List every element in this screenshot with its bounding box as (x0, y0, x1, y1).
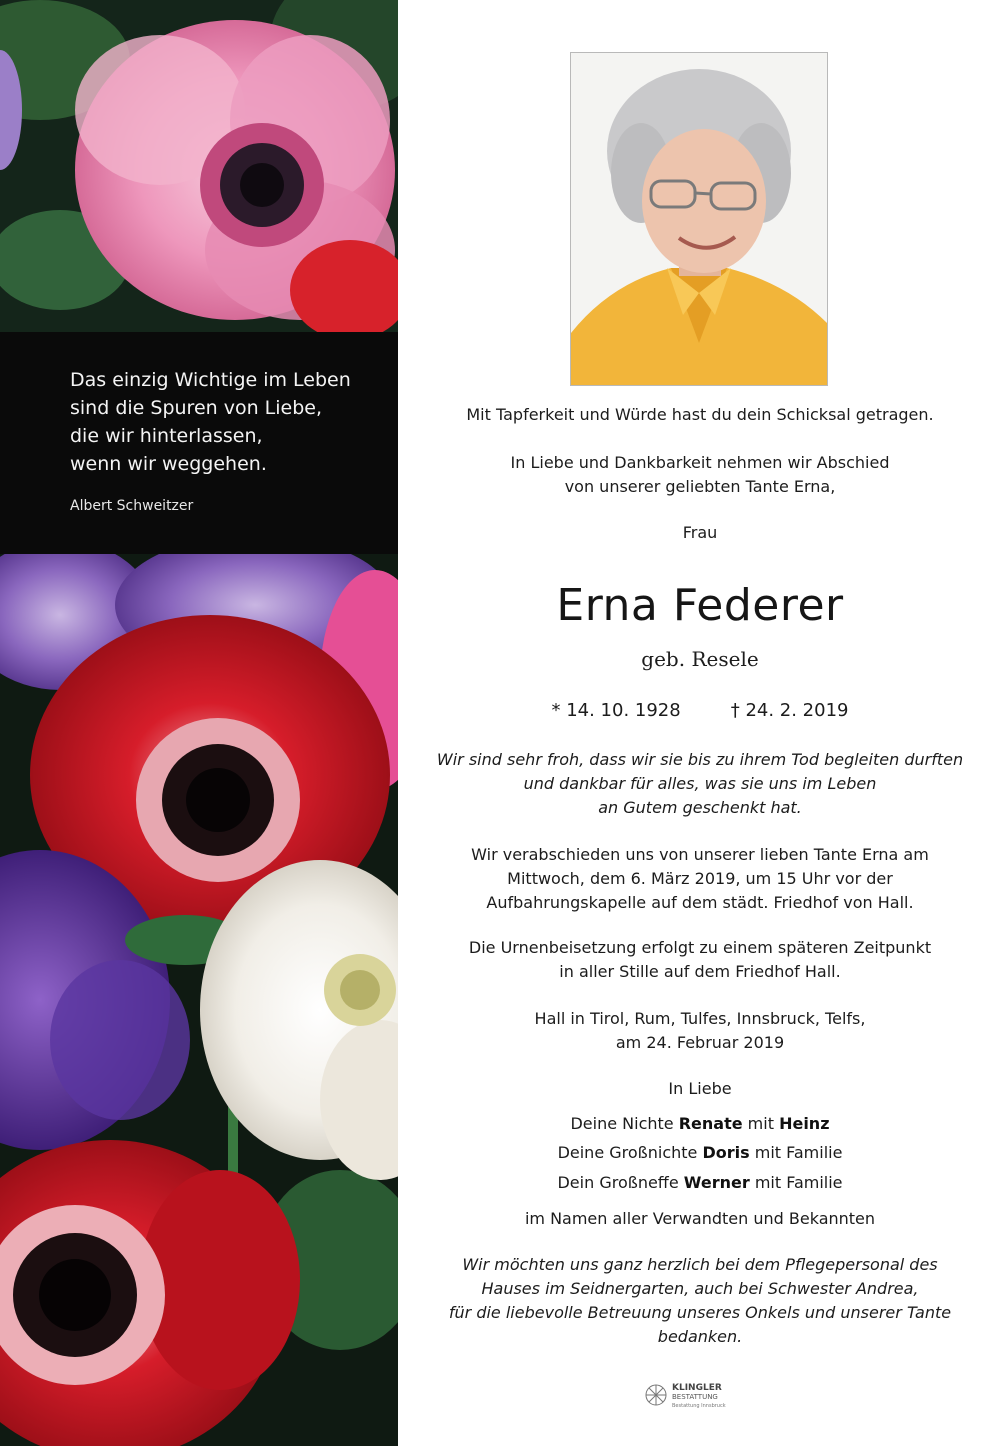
closing-line: für die liebevolle Betreuung unseres Onkels und unserer Tante (448, 1303, 952, 1322)
mourner-connector: mit (747, 1114, 774, 1133)
death-date: † 24. 2. 2019 (730, 700, 849, 721)
life-dates (400, 700, 1000, 721)
farewell-line: Aufbahrungskapelle auf dem städt. Friedhof von Hall. (486, 893, 914, 912)
quote-author: Albert Schweitzer (70, 498, 194, 514)
anemone-flowers-image (0, 0, 398, 1446)
intro-line: von unserer geliebten Tante Erna, (564, 477, 836, 496)
farewell-line: Wir verabschieden uns von unserer lieben Tante Erna am (471, 845, 929, 864)
intro-line: In Liebe und Dankbarkeit nehmen wir Abschied (510, 453, 890, 472)
mourner-connector: mit Familie (754, 1143, 843, 1162)
portrait-image (571, 53, 827, 385)
mourner-name: Renate (678, 1114, 743, 1133)
quote-line: Das einzig Wichtige im Leben (70, 369, 351, 391)
mourner-relation: Deine Nichte (570, 1114, 674, 1133)
mourner-line (400, 1114, 1000, 1133)
mourner-name: Doris (702, 1143, 750, 1162)
closing-line: Hauses im Seidnergarten, auch bei Schwester Andrea, (481, 1279, 919, 1298)
closing-line: bedanken. (657, 1327, 743, 1346)
thanks-line: Wir sind sehr froh, dass wir sie bis zu ihrem Tod begleiten durften (436, 750, 964, 769)
place-line: am 24. Februar 2019 (615, 1033, 785, 1052)
farewell-line: Mittwoch, dem 6. März 2019, um 15 Uhr vor der (507, 869, 893, 888)
relatives-line: im Namen aller Verwandten und Bekannten (524, 1209, 876, 1228)
klingler-logo-icon (642, 1378, 754, 1412)
intro-line: Mit Tapferkeit und Würde hast du dein Schicksal getragen. (466, 405, 934, 424)
birth-name: geb. Resele (641, 647, 759, 671)
mourner-relation: Deine Großnichte (557, 1143, 698, 1162)
mourner-connector: mit Familie (754, 1173, 843, 1192)
quote-line: wenn wir weggehen. (70, 453, 267, 475)
place-line: Hall in Tirol, Rum, Tulfes, Innsbruck, Telfs, (534, 1009, 866, 1028)
deceased-name: Erna Federer (556, 580, 844, 631)
urn-line: in aller Stille auf dem Friedhof Hall. (559, 962, 841, 981)
closing-line: Wir möchten uns ganz herzlich bei dem Pflegepersonal des (462, 1255, 938, 1274)
urn-line: Die Urnenbeisetzung erfolgt zu einem späteren Zeitpunkt (468, 938, 932, 957)
funeral-home-logo (642, 1378, 754, 1412)
logo-line-3: Bestattung Innsbruck (672, 1403, 726, 1409)
mourner-name: Werner (683, 1173, 750, 1192)
salutation: Frau (682, 523, 718, 542)
quote-text (70, 366, 390, 478)
logo-line-2: BESTATTUNG (672, 1393, 718, 1401)
quote-line: die wir hinterlassen, (70, 425, 263, 447)
death-notice-content (400, 0, 1000, 1446)
in-love: In Liebe (668, 1079, 732, 1098)
thanks-line: an Gutem geschenkt hat. (598, 798, 802, 817)
quote-line: sind die Spuren von Liebe, (70, 397, 323, 419)
thanks-line: und dankbar für alles, was sie uns im Leben (523, 774, 877, 793)
birth-date: * 14. 10. 1928 (551, 700, 681, 721)
mourner-relation: Dein Großneffe (557, 1173, 679, 1192)
portrait-photo (570, 52, 828, 386)
logo-line-1: KLINGLER (672, 1383, 722, 1393)
mourner-line (400, 1143, 1000, 1162)
flower-image-column (0, 0, 398, 1446)
mourner-line (400, 1173, 1000, 1192)
mourner-name: Heinz (779, 1114, 830, 1133)
